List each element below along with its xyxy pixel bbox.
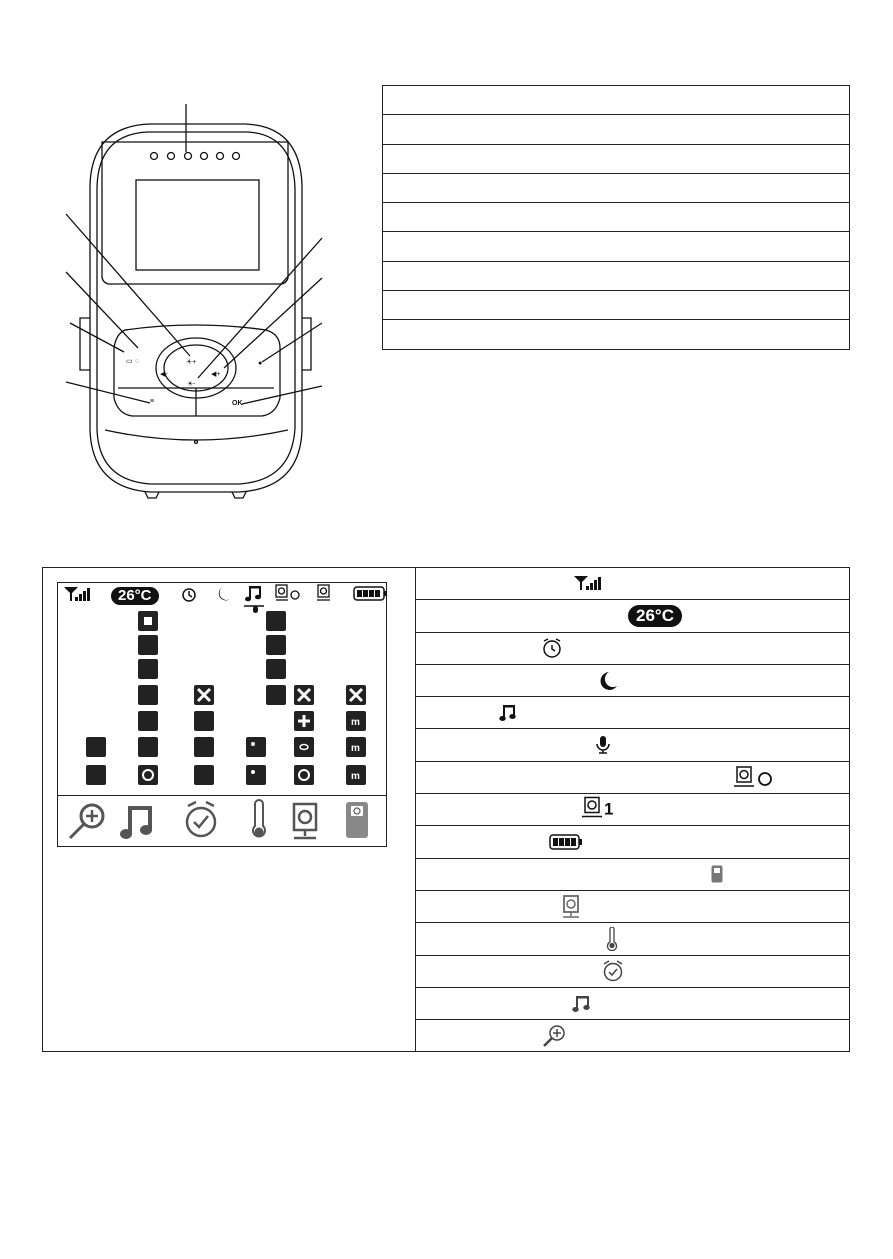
zoom-icon[interactable] xyxy=(70,805,103,838)
menu-bar xyxy=(58,795,386,846)
battery-icon xyxy=(549,834,583,850)
svg-text:m: m xyxy=(351,717,360,728)
table-row xyxy=(383,291,849,320)
table-row xyxy=(383,320,849,349)
signal-icon xyxy=(64,587,90,601)
table-row xyxy=(416,762,849,794)
parent-unit-power-icon xyxy=(711,865,723,883)
alarm-menu-icon xyxy=(601,959,625,983)
svg-text:●: ● xyxy=(258,360,263,367)
table-row xyxy=(416,988,849,1020)
svg-text:☀-: ☀- xyxy=(187,381,196,388)
alarm-icon xyxy=(541,637,563,659)
zoom-icon xyxy=(541,1023,567,1049)
table-row xyxy=(416,697,849,729)
battery-icon xyxy=(354,587,387,600)
camera-number-label: 1 xyxy=(604,799,614,819)
mic-icon xyxy=(596,735,610,755)
thermometer-icon xyxy=(606,927,618,951)
table-row xyxy=(416,794,849,826)
camera-menu-icon[interactable] xyxy=(294,804,316,838)
table-row xyxy=(383,86,849,115)
table-row xyxy=(416,729,849,761)
svg-text:◀-: ◀- xyxy=(160,371,168,378)
menu-grid xyxy=(58,611,388,801)
table-row xyxy=(416,956,849,988)
music-icon xyxy=(245,586,261,601)
table-row xyxy=(416,665,849,697)
display-screen-illustration xyxy=(57,582,387,847)
camera-scan-icon xyxy=(734,766,776,788)
alarm-icon xyxy=(183,589,195,601)
svg-text:▭ ◌: ▭ ◌ xyxy=(126,358,139,365)
table-row xyxy=(416,600,849,632)
music-menu-icon[interactable] xyxy=(120,806,152,839)
svg-text:m: m xyxy=(351,771,360,782)
button-key-table xyxy=(382,85,850,350)
icon-legend-table xyxy=(416,568,849,1051)
svg-text:☀+: ☀+ xyxy=(186,359,197,366)
night-mode-icon xyxy=(219,587,230,600)
signal-icon xyxy=(574,576,604,592)
table-row xyxy=(416,923,849,955)
table-row xyxy=(416,633,849,665)
table-row xyxy=(416,826,849,858)
device-diagram xyxy=(0,0,380,520)
table-row xyxy=(383,262,849,291)
temperature-badge: 26°C xyxy=(111,587,159,605)
camera-menu-icon xyxy=(561,895,581,919)
svg-text:m: m xyxy=(351,743,360,754)
table-row xyxy=(416,568,849,600)
table-row xyxy=(416,891,849,923)
music-icon xyxy=(499,704,517,722)
thermometer-menu-icon[interactable] xyxy=(253,800,265,836)
screen-icons-section xyxy=(42,567,850,1052)
camera-icon xyxy=(317,585,330,600)
camera-scan-icon xyxy=(276,585,299,600)
alarm-menu-icon[interactable] xyxy=(187,802,215,836)
power-menu-icon[interactable] xyxy=(346,802,368,838)
table-row xyxy=(383,203,849,232)
temperature-badge: 26°C xyxy=(628,605,682,627)
table-row xyxy=(383,174,849,203)
svg-text:◀+: ◀+ xyxy=(211,371,221,378)
table-row xyxy=(383,145,849,174)
table-row xyxy=(416,1020,849,1052)
table-row xyxy=(383,115,849,144)
table-row xyxy=(416,859,849,891)
music-menu-icon xyxy=(571,994,591,1014)
camera-icon xyxy=(582,796,602,823)
ok-button-label: OK xyxy=(232,400,243,407)
svg-text:≡: ≡ xyxy=(150,398,155,405)
night-mode-icon xyxy=(600,671,618,691)
table-row xyxy=(383,232,849,261)
